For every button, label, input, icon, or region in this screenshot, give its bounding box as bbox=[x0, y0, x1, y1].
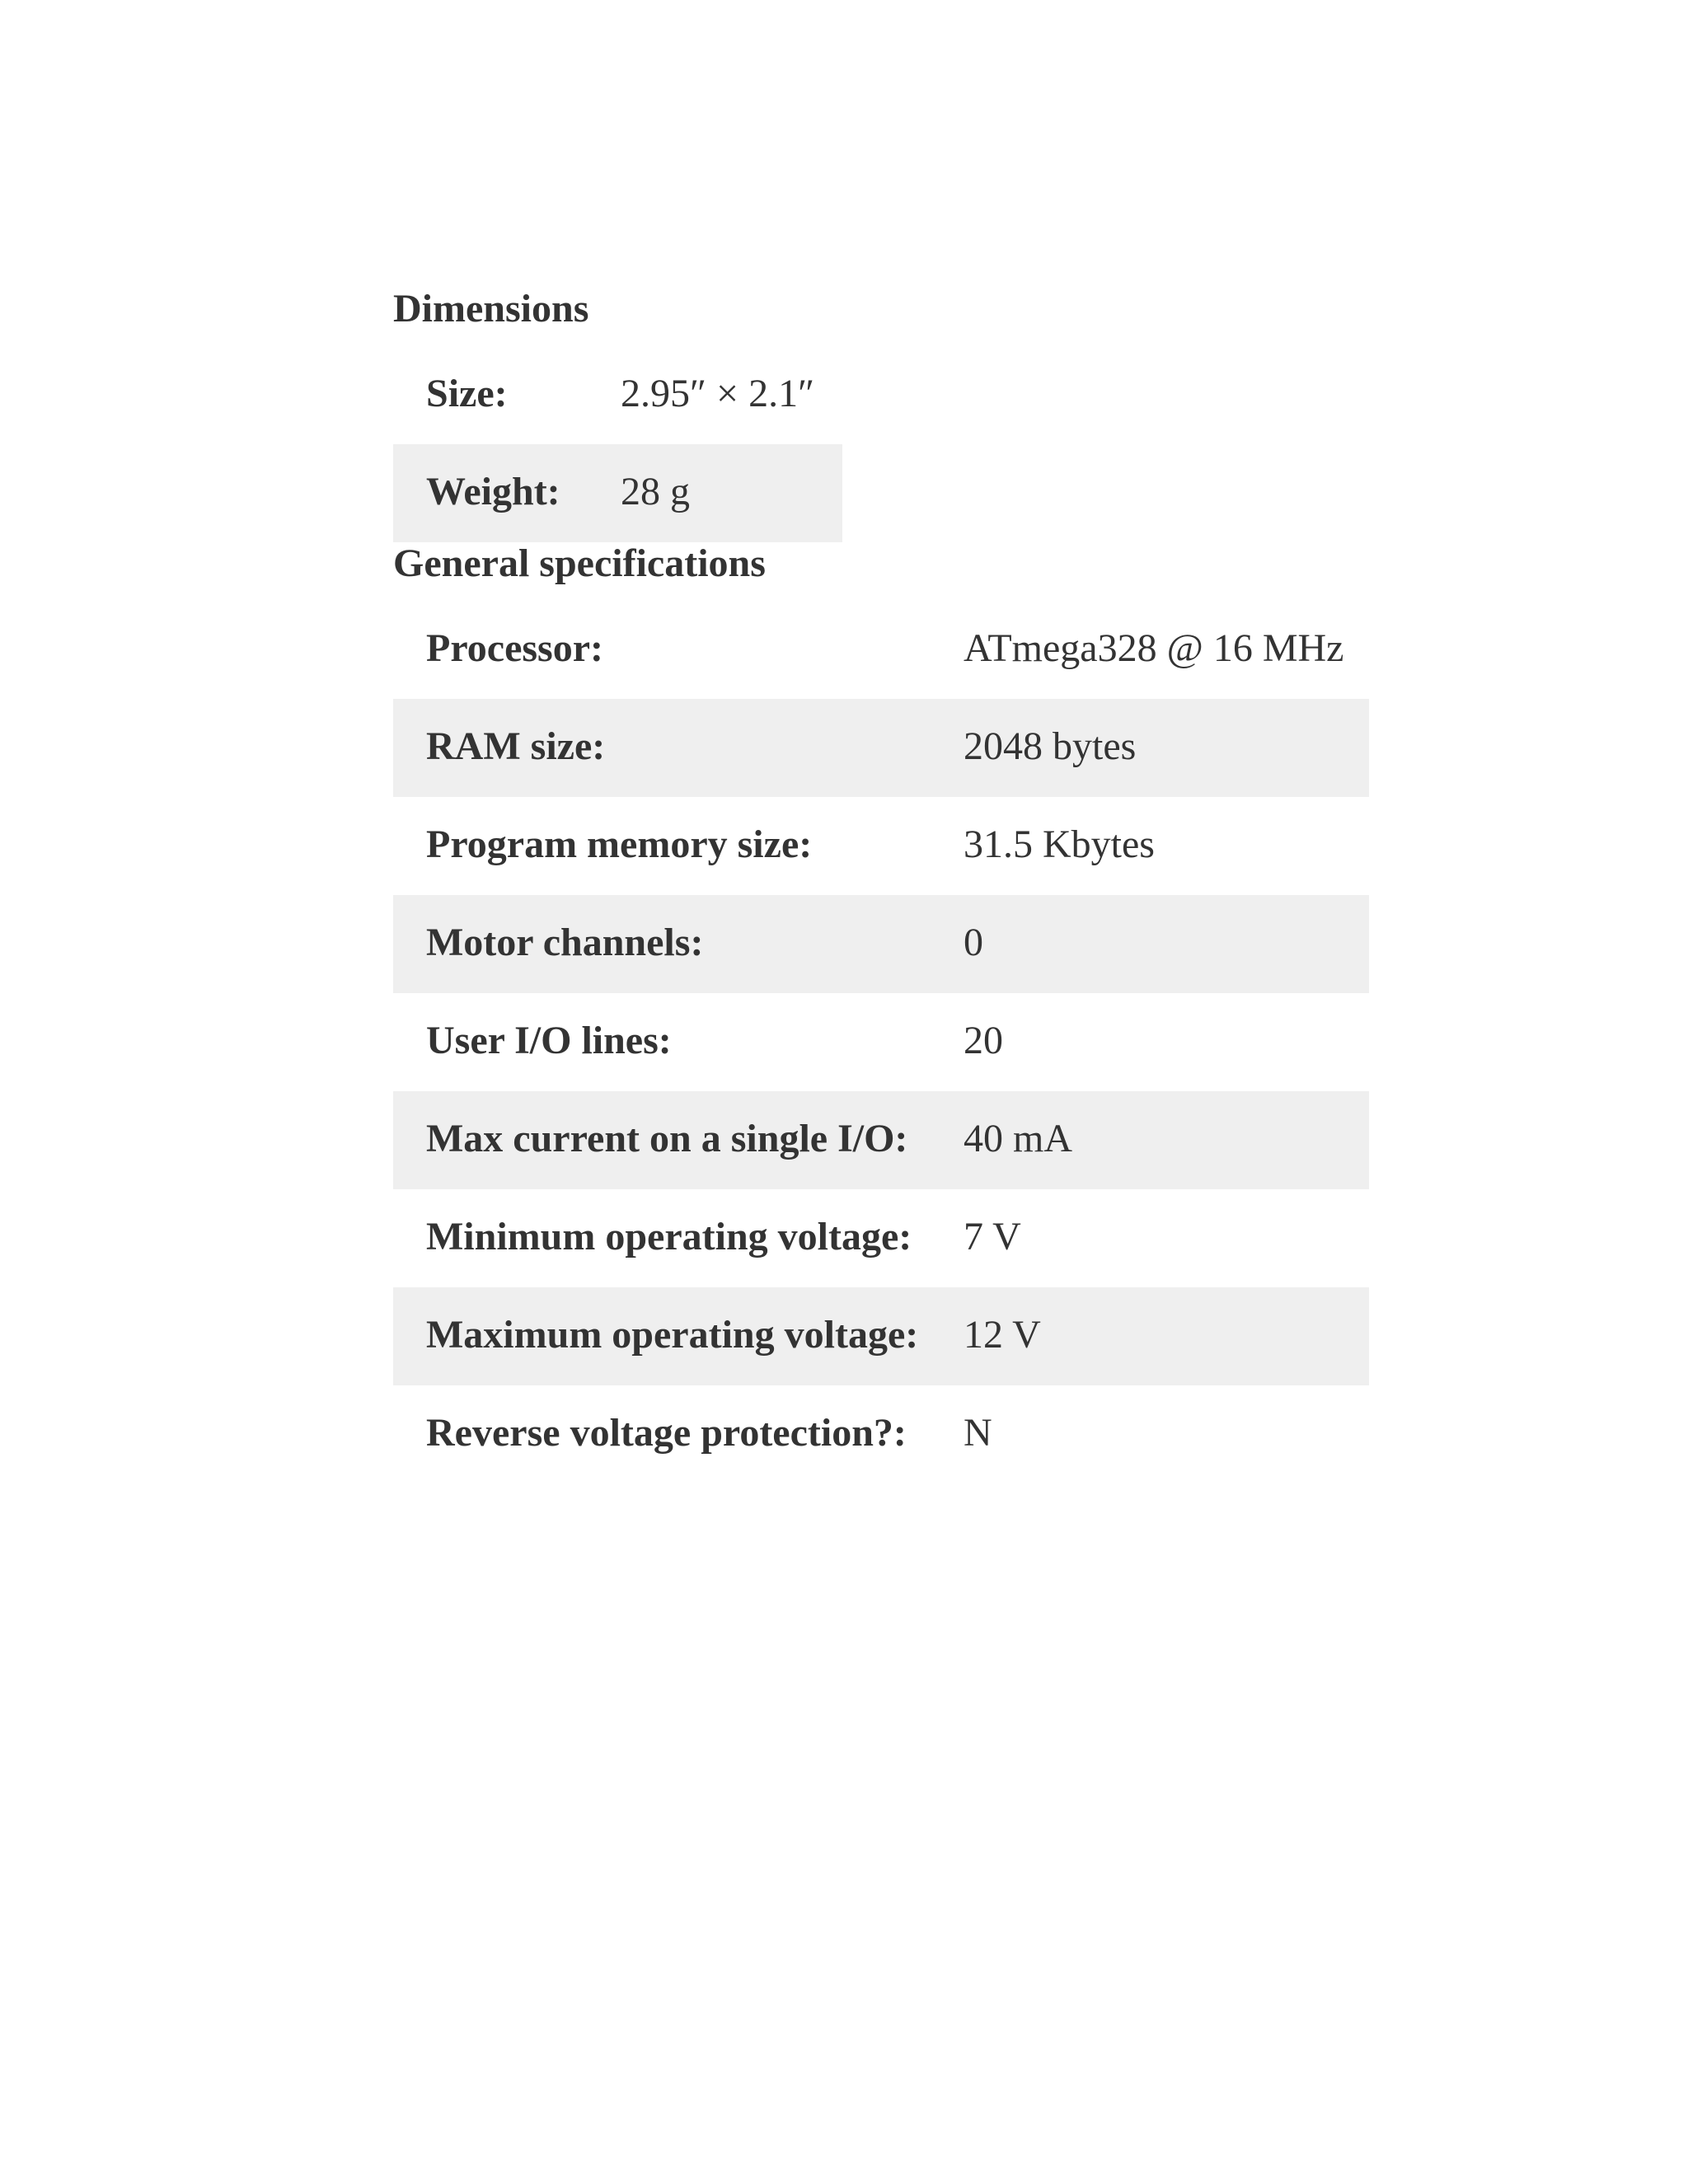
spec-value: 2048 bytes bbox=[964, 724, 1137, 768]
spec-row-reverse-voltage-protection bbox=[393, 1385, 1369, 1483]
spec-label: Max current on a single I/O: bbox=[426, 1117, 908, 1160]
spec-label: Weight: bbox=[426, 470, 560, 513]
dimensions-table bbox=[393, 346, 842, 542]
spec-value: 0 bbox=[964, 921, 983, 964]
spec-row-program-memory-size bbox=[393, 797, 1369, 895]
spec-label: Size: bbox=[426, 372, 508, 415]
spec-value: N bbox=[964, 1411, 992, 1455]
dimensions-heading: Dimensions bbox=[393, 287, 589, 330]
spec-value: 20 bbox=[964, 1019, 1003, 1062]
spec-value: 40 mA bbox=[964, 1117, 1072, 1160]
spec-label: Reverse voltage protection?: bbox=[426, 1411, 907, 1455]
spec-label: Motor channels: bbox=[426, 921, 704, 964]
spec-row-size bbox=[393, 346, 842, 444]
spec-row-processor bbox=[393, 601, 1369, 699]
spec-value: 2.95″ × 2.1″ bbox=[621, 372, 815, 415]
general-specifications-heading: General specifications bbox=[393, 541, 766, 585]
spec-value: ATmega328 @ 16 MHz bbox=[964, 626, 1344, 670]
spec-label: Minimum operating voltage: bbox=[426, 1215, 912, 1258]
spec-row-motor-channels bbox=[393, 895, 1369, 993]
spec-label: Processor: bbox=[426, 626, 604, 670]
spec-row-maximum-operating-voltage bbox=[393, 1287, 1369, 1385]
spec-row-ram-size bbox=[393, 699, 1369, 797]
spec-value: 12 V bbox=[964, 1313, 1041, 1357]
spec-label: Maximum operating voltage: bbox=[426, 1313, 919, 1357]
spec-row-max-current-single-io bbox=[393, 1091, 1369, 1189]
spec-row-weight bbox=[393, 444, 842, 542]
spec-row-minimum-operating-voltage bbox=[393, 1189, 1369, 1287]
spec-label: Program memory size: bbox=[426, 823, 813, 866]
spec-label: RAM size: bbox=[426, 724, 606, 768]
spec-value: 7 V bbox=[964, 1215, 1021, 1258]
spec-row-user-io-lines bbox=[393, 993, 1369, 1091]
spec-value: 31.5 Kbytes bbox=[964, 823, 1155, 866]
spec-value: 28 g bbox=[621, 470, 690, 513]
general-specifications-table bbox=[393, 601, 1369, 1483]
spec-label: User I/O lines: bbox=[426, 1019, 672, 1062]
